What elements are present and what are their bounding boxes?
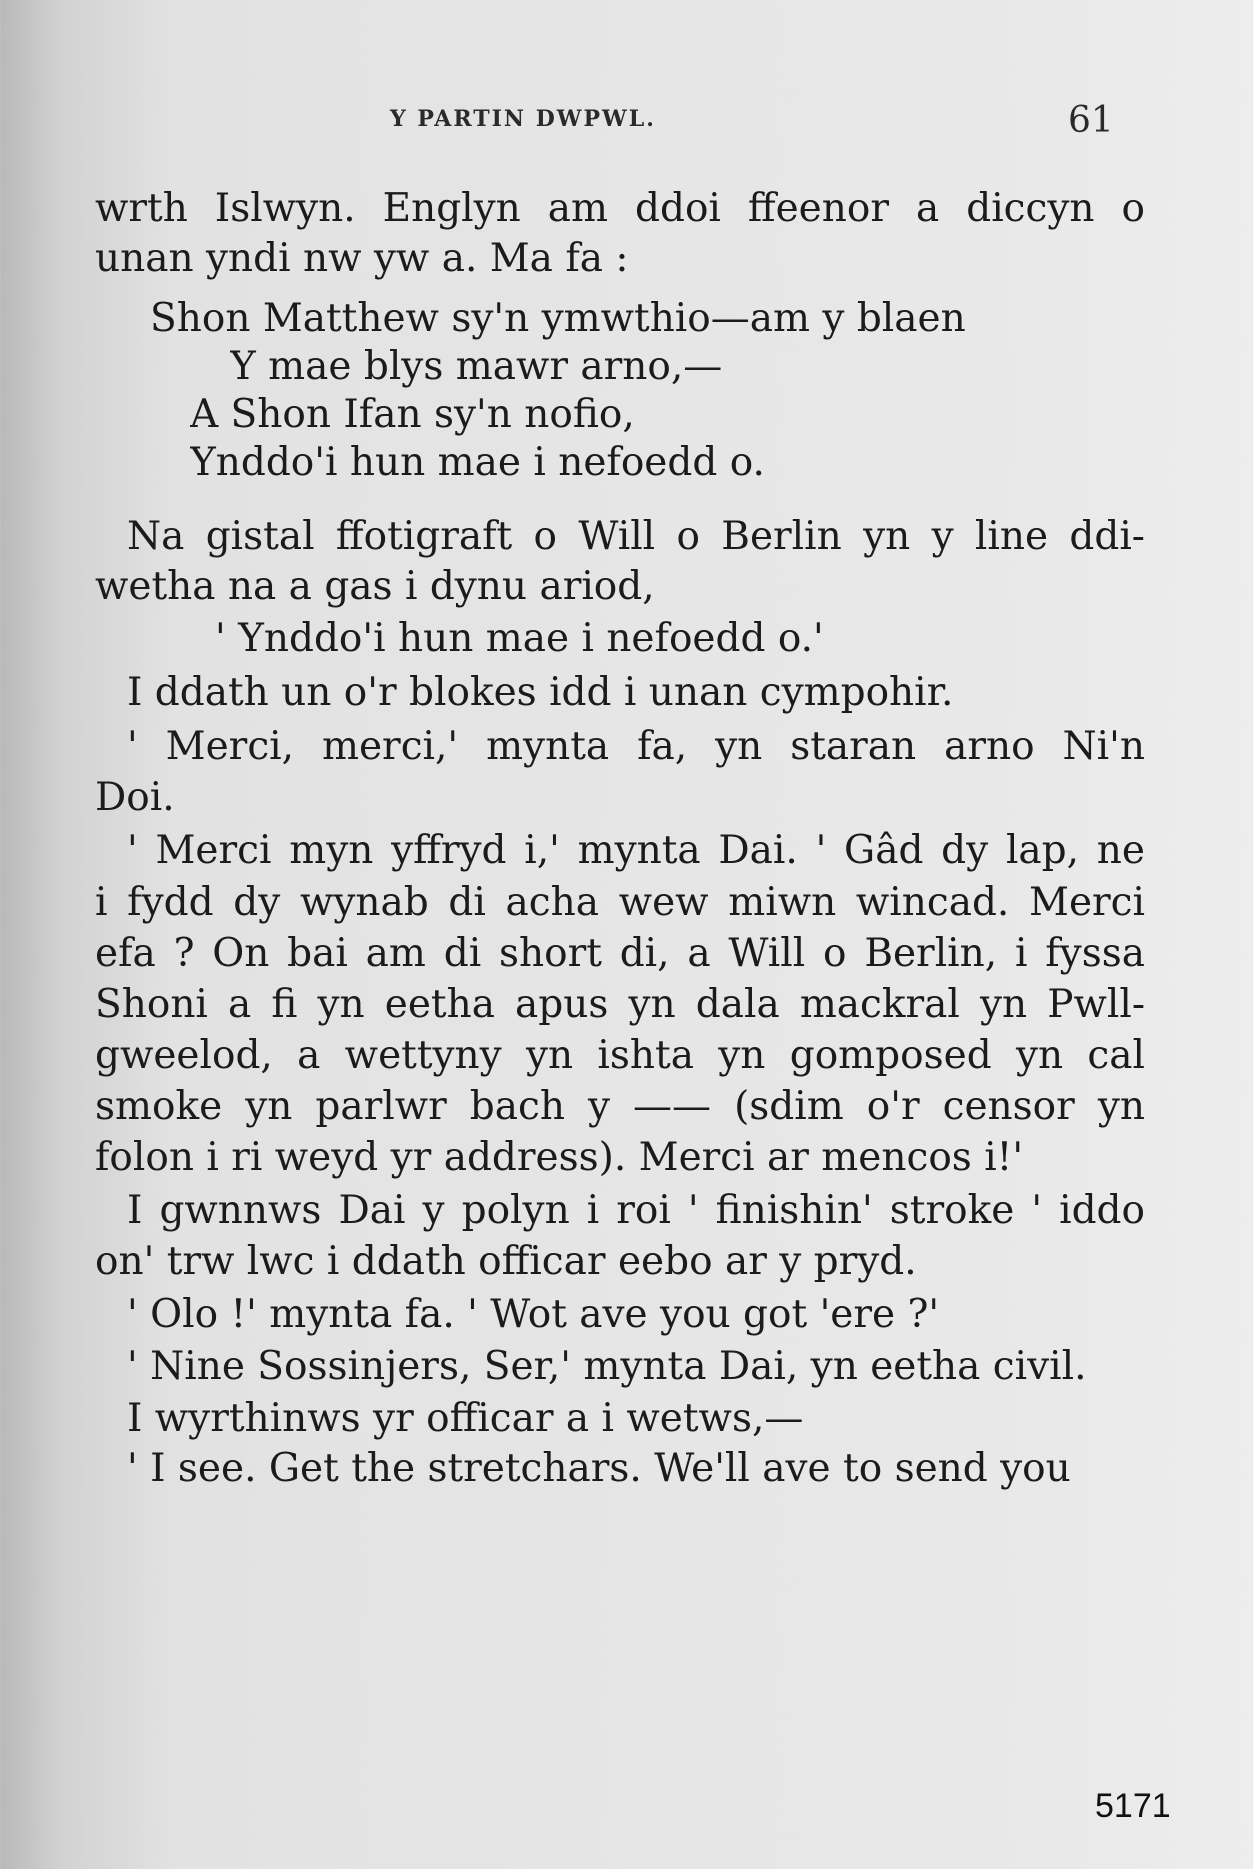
- text-line: ' Merci, merci,' mynta fa, yn staran arno Ni'n: [127, 724, 1145, 769]
- archive-number: 5171: [1095, 1787, 1171, 1825]
- text-line: smoke yn parlwr bach y —— (sdim o'r censor yn: [95, 1084, 1145, 1129]
- text-line: Doi.: [95, 775, 175, 820]
- text-line: ' Olo !' mynta fa. ' Wot ave you got 'ere ?': [127, 1292, 940, 1337]
- text-line: efa ? On bai am di short di, a Will o Berlin, i fyssa: [95, 931, 1145, 976]
- quote-line: ' Ynddo'i hun mae i nefoedd o.': [215, 616, 824, 661]
- text-line: on' trw lwc i ddath officar eebo ar y pryd.: [95, 1239, 917, 1284]
- running-head: Y PARTIN DWPWL.: [390, 106, 656, 132]
- verse-line: Shon Matthew sy'n ymwthio—am y blaen: [150, 296, 966, 341]
- text-line: Na gistal ffotigraft o Will o Berlin yn y line ddi-: [127, 514, 1145, 559]
- text-line: ' I see. Get the stretchars. We'll ave to send you: [127, 1446, 1071, 1491]
- text-line: gweelod, a wettyny yn ishta yn gomposed yn cal: [95, 1033, 1145, 1078]
- text-line: I wyrthinws yr officar a i wetws,—: [127, 1396, 804, 1441]
- verse-line: Ynddo'i hun mae i nefoedd o.: [190, 440, 765, 485]
- text-line: ' Merci myn yffryd i,' mynta Dai. ' Gâd dy lap, ne: [127, 828, 1145, 873]
- text-line: i fydd dy wynab di acha wew miwn wincad. Merci: [95, 880, 1145, 925]
- text-line: I gwnnws Dai y polyn i roi ' finishin' stroke ' iddo: [127, 1188, 1145, 1233]
- text-line: folon i ri weyd yr address). Merci ar mencos i!': [95, 1135, 1024, 1180]
- page-header: [0, 100, 1253, 140]
- page-number: 61: [1068, 100, 1114, 141]
- text-line: wetha na a gas i dynu ariod,: [95, 564, 655, 609]
- verse-line: Y mae blys mawr arno,—: [230, 344, 723, 389]
- text-line: I ddath un o'r blokes idd i unan cympohir.: [127, 670, 954, 715]
- text-line: wrth Islwyn. Englyn am ddoi ffeenor a diccyn o: [95, 186, 1145, 231]
- verse-line: A Shon Ifan sy'n nofio,: [190, 392, 635, 437]
- text-line: ' Nine Sossinjers, Ser,' mynta Dai, yn eetha civil.: [127, 1344, 1087, 1389]
- text-line: Shoni a fi yn eetha apus yn dala mackral yn Pwll-: [95, 982, 1145, 1027]
- text-line: unan yndi nw yw a. Ma fa :: [95, 236, 629, 281]
